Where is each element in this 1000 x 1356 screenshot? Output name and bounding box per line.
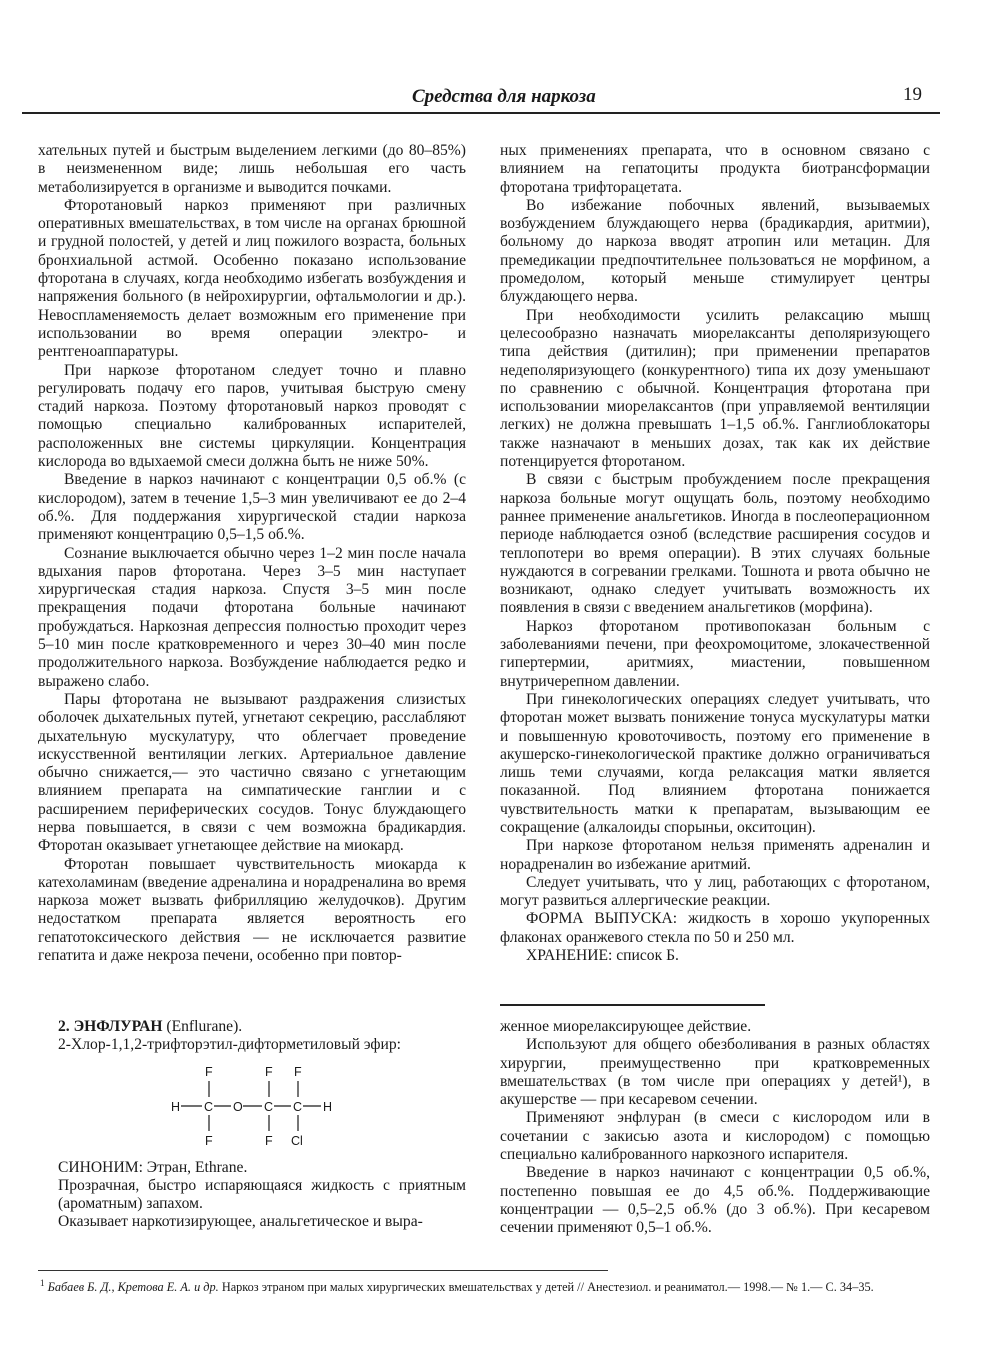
running-header-title: Средства для наркоза xyxy=(412,86,596,107)
paragraph: Введение в наркоз начинают с концентрации 0,5 об.%, постепенно повышая ее до 4,5 об.%. Поддерживающие концентрации — 0,5–2,5 об.% (до 3 об.%). При кесаревом сечении применяют 0,5–1 об.%. xyxy=(500,1164,930,1237)
formula-atom: F xyxy=(205,1064,213,1079)
paragraph: Следует учитывать, что у лиц, работающих с фторотаном, могут развиться аллергические реакции. xyxy=(500,873,930,910)
paragraph: Фторотан повышает чувствительность миокарда к катехоламинам (введение адреналина и норадреналина во время наркоза может вызвать фибрилляцию желудочков). Другим недостатком препарата является вероятность его гепатотоксического действия — не исключается развитие гепатита и даже некроза печени, особенно при повтор- xyxy=(38,855,466,965)
paragraph: В связи с быстрым пробуждением после прекращения наркоза больные могут ощущать боль, поэтому необходимо раннее применение анальгетиков. Иногда в послеоперационном периоде наблюдается озноб (вследствие расширения сосудов и теплопотери во время операции). В этих случаях больные нуждаются в согревании грелками. Тошнота и рвота обычно не возникают, однако следует учитывать возможность их появления в связи с введением анальгетиков (морфина). xyxy=(500,471,930,617)
formula-atom: O xyxy=(233,1099,243,1114)
left-column xyxy=(38,142,466,965)
formula-atom: C xyxy=(293,1099,303,1114)
structural-formula xyxy=(118,1059,418,1149)
formula-atom: C xyxy=(264,1099,274,1114)
paragraph: Фторотановый наркоз применяют при различных оперативных вмешательствах, в том числе на органах брюшной и грудной полостей, у детей и лиц пожилого возраста, больных бронхиальной астмой. Особенно показано использование фторотана в случаях, когда необходимо избегать возбуждения и напряжения больного (в нейрохирургии, офтальмологии и др.). Невоспламеняемость делает возможным его применение при использовании во время операции электро- и рентгеноаппаратуры. xyxy=(38,196,466,361)
formula-atom: Cl xyxy=(291,1133,303,1148)
footnote-divider xyxy=(38,1270,608,1271)
formula-atom: H xyxy=(323,1099,333,1114)
footnote xyxy=(40,1276,940,1295)
synonym: СИНОНИМ: Этран, Ethrane. xyxy=(58,1158,248,1176)
paragraph: При необходимости усилить релаксацию мышц целесообразно назначать миорелаксанты деполяризующего типа действия (дитилин); при применении препаратов недеполяризующего (конкурентного) типа их дозу уменьшают по сравнению с обычной. Концентрация фторотана при использовании миорелаксантов (при управляемой вентиляции легких) не должна превышать 1–1,5 об.%. Ганглиоблокаторы также назначают в меньших дозах, так как их действие потенцируется фторотаном. xyxy=(500,306,930,471)
paragraph: Используют для общего обезболивания в разных областях хирургии, преимущественно при кратковременных вмешательствах (в том числе при операциях у детей¹), в акушерстве — при кесаревом сечении. xyxy=(500,1036,930,1109)
paragraph: Наркоз фторотаном противопоказан больным с заболеваниями печени, при феохромоцитоме, злокачественной гипертермии, аритмиях, миастении, повышенном внутричерепном давлении. xyxy=(500,617,930,690)
release-form: ФОРМА ВЫПУСКА: жидкость в хорошо укупоренных флаконах оранжевого стекла по 50 и 250 мл. xyxy=(500,910,930,946)
enflurane-heading xyxy=(58,1018,466,1036)
formula-atom: F xyxy=(265,1133,273,1148)
enflurane-title: 2. ЭНФЛУРАН xyxy=(58,1018,163,1035)
paragraph: Сознание выключается обычно через 1–2 мин после начала вдыхания паров фторотана. Через 3–5 мин наступает хирургическая стадия наркоза. Спустя 3–5 мин после прекращения подачи фторотана больные начинают пробуждаться. Наркозная депрессия полностью проходит через 5–10 мин после кратковременного и через 30–40 мин после продолжительного наркоза. Возбуждение наблюдается редко и выражено слабо. xyxy=(38,544,466,690)
chemical-name: 2-Хлор-1,1,2-трифторэтил-дифторметиловый эфир: xyxy=(58,1036,402,1054)
enflurane-latin: (Enflurane). xyxy=(166,1018,243,1035)
page-number: 19 xyxy=(903,84,922,105)
paragraph: ных применениях препарата, что в основном связано с влиянием на гепатоциты продукта биотрансформации фторотана трифторацетата. xyxy=(500,142,930,196)
paragraph: Введение в наркоз начинают с концентрации 0,5 об.% (с кислородом), затем в течение 1,5–3 мин увеличивают ее до 2–4 об.%. Для поддержания хирургической стадии наркоза применяют концентрацию 0,5–1,5 об.%. xyxy=(38,471,466,544)
paragraph: Применяют энфлуран (в смеси с кислородом или в сочетании с закисью азота и кислородом) с помощью специально калиброванного наркозного испарителя. xyxy=(500,1109,930,1164)
paragraph: Во избежание побочных явлений, вызываемых возбуждением блуждающего нерва (брадикардия, аритмии), больному до наркоза вводят атропин или метацин. Для премедикации предпочтительнее пользоваться не морфином, а промедолом, который меньше стимулирует центры блуждающего нерва. xyxy=(500,196,930,306)
section-divider xyxy=(500,1004,765,1006)
paragraph: При наркозе фторотаном следует точно и плавно регулировать подачу его паров, учитывая быструю смену стадий наркоза. Поэтому фторотановый наркоз проводят с помощью специально калиброванных испарителей, расположенных вне системы циркуляции. Концентрация кислорода во вдыхаемой смеси должна быть не ниже 50%. xyxy=(38,361,466,471)
paragraph: женное миорелаксирующее действие. xyxy=(500,1018,752,1035)
formula-atom: F xyxy=(265,1064,273,1079)
paragraph: При гинекологических операциях следует учитывать, что фторотан может вызвать понижение тонуса мускулатуры матки и повышенную кровоточивость, поэтому его применение в акушерско-гинекологической практике должно ограничиваться лишь теми случаями, когда релаксация матки является показанной. Под влиянием фторотана понижается чувствительность матки к препаратам, вызывающим ее сокращение (алкалоиды спорыньи, окситоцин). xyxy=(500,690,930,836)
enflurane-left-column xyxy=(58,1018,466,1232)
footnote-text: Наркоз этраном при малых хирургических вмешательствах у детей // Анестезиол. и реаниматол.— 1998.— № 1.— С. 34–35. xyxy=(221,1280,874,1295)
paragraph: Оказывает наркотизирующее, анальгетическое и выра- xyxy=(58,1213,423,1231)
formula-atom: C xyxy=(204,1099,214,1114)
paragraph: Пары фторотана не вызывают раздражения слизистых оболочек дыхательных путей, угнетают секрецию, расслабляют дыхательную мускулатуру, что облегчает проведение искусственной вентиляции легких. Артериальное давление обычно снижается,— это частично связано с угнетающим влиянием препарата на симпатические ганглии и с расширением периферических сосудов. Тонус блуждающего нерва повышается, в связи с чем возможна брадикардия. Фторотан оказывает угнетающее действие на миокард. xyxy=(38,690,466,855)
formula-atom: F xyxy=(294,1064,302,1079)
right-column xyxy=(500,142,930,965)
enflurane-right-column xyxy=(500,1018,930,1238)
formula-atom: H xyxy=(171,1099,181,1114)
footnote-authors: Бабаев Б. Д., Кретова Е. А. и др. xyxy=(47,1280,219,1295)
paragraph: Прозрачная, быстро испаряющаяся жидкость с приятным (ароматным) запахом. xyxy=(58,1176,466,1213)
running-header xyxy=(22,82,940,114)
formula-atom: F xyxy=(205,1133,213,1148)
footnote-mark: 1 xyxy=(40,1278,45,1288)
storage: ХРАНЕНИЕ: список Б. xyxy=(526,947,679,965)
paragraph: При наркозе фторотаном нельзя применять адреналин и норадреналин во избежание аритмий. xyxy=(500,837,930,873)
paragraph: хательных путей и быстрым выделением легкими (до 80–85%) в неизмененном виде; лишь небольшая его часть метаболизируется в организме и выводится почками. xyxy=(38,142,466,196)
